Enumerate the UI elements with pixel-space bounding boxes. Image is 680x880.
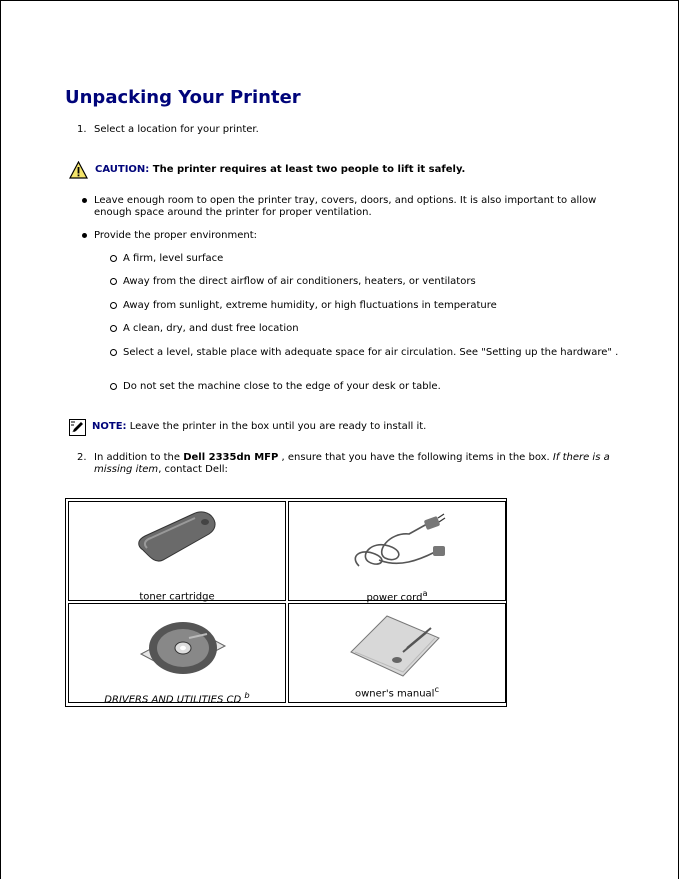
item-cell: [288, 501, 506, 604]
sub-bullet-icon: [110, 255, 117, 262]
product-name: Dell 2335dn MFP: [183, 452, 279, 463]
sub-list-item: A clean, dry, and dust free location: [123, 323, 299, 334]
page-title: Unpacking Your Printer: [65, 87, 301, 108]
caution-icon: [69, 161, 88, 183]
item-caption: owner's manual$^c$: [354, 684, 440, 700]
note-text: Leave the printer in the box until you are ready to install it.: [126, 421, 427, 432]
owners-manual-image: [347, 612, 443, 678]
item-caption: toner cartridge: [139, 591, 215, 603]
note-icon: [69, 419, 86, 440]
caution-message: [95, 164, 465, 176]
sub-bullet-icon: [110, 302, 117, 309]
step-text: In addition to the Dell 2335dn MFP , ensure that you have the following items in the box. If there is a missing item, contact Dell:: [94, 452, 610, 475]
toner-cartridge-image: [133, 508, 219, 568]
sub-list-item: Away from the direct airflow of air conditioners, heaters, or ventilators: [123, 276, 476, 287]
caution-text: The printer requires at least two people to lift it safely.: [149, 164, 466, 175]
note-message: [92, 421, 426, 433]
sub-bullet-icon: [110, 383, 117, 390]
item-cell: [288, 603, 506, 703]
items-table: [65, 498, 507, 707]
caution-label: CAUTION:: [95, 164, 150, 175]
list-item: Provide the proper environment:: [94, 230, 258, 241]
sub-list-item: Away from sunlight, extreme humidity, or high fluctuations in temperature: [123, 300, 497, 311]
list-item: Leave enough room to open the printer tray, covers, doors, and options. It is also important to allow enough space around the printer for proper ventilation.: [94, 195, 597, 218]
bullet-icon: [82, 198, 87, 203]
sub-list-item: A firm, level surface: [123, 253, 224, 264]
note-label: NOTE:: [92, 421, 127, 432]
item-cell: [68, 501, 286, 601]
cd-image: [135, 608, 231, 680]
step-number: 1.: [77, 124, 87, 135]
sub-bullet-icon: [110, 349, 117, 356]
sub-list-item: Select a level, stable place with adequate space for air circulation. See "Setting up the hardware" .: [123, 347, 619, 358]
step-text: Select a location for your printer.: [94, 124, 259, 135]
sub-bullet-icon: [110, 278, 117, 285]
item-caption: DRIVERS AND UTILITIES CD $^b$: [104, 690, 250, 706]
bullet-icon: [82, 233, 87, 238]
item-cell: [68, 603, 286, 706]
step-number: 2.: [77, 452, 87, 463]
sub-list-item: Do not set the machine close to the edge of your desk or table.: [123, 381, 441, 392]
power-cord-image: [349, 510, 449, 576]
sub-bullet-icon: [110, 325, 117, 332]
item-caption: power cord$^a$: [366, 588, 428, 604]
